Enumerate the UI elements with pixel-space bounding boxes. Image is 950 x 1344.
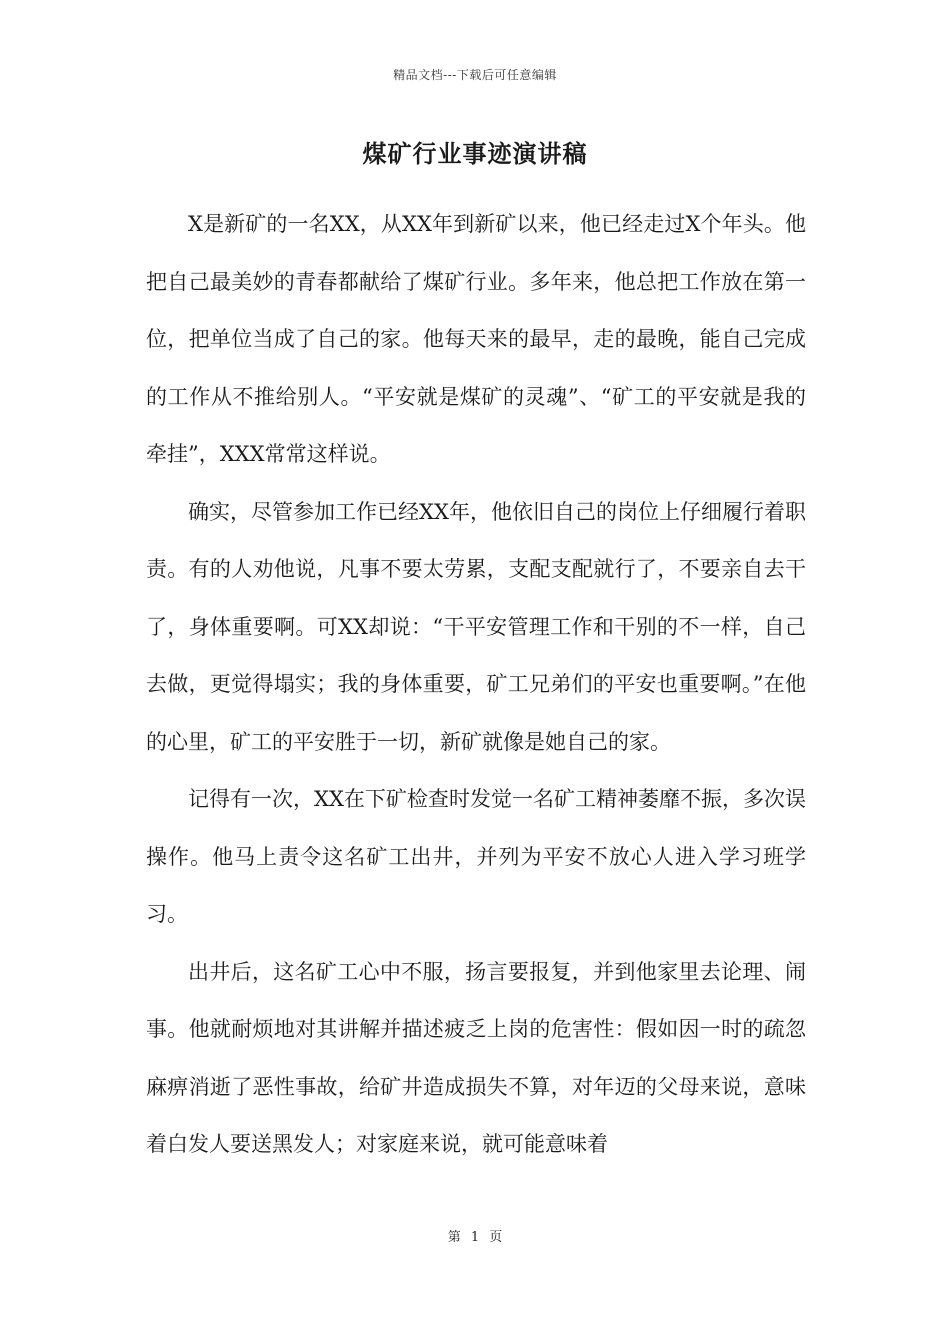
page-footer <box>0 1226 950 1245</box>
header-note: 精品文档---下载后可任意编辑 <box>393 68 557 82</box>
paragraph-2: 确实，尽管参加工作已经XX年，他依旧自己的岗位上仔细履行着职责。有的人劝他说，凡事不要太劳累，支配支配就行了，不要亲自去干了，身体重要啊。可XX却说：“干平安管理工作和干别的不一样，自己去做，更觉得塌实；我的身体重要，矿工兄弟们的平安也重要啊。”在他的心里，矿工的平安胜于一切，新矿就像是她自己的家。 <box>146 499 806 754</box>
page-footer-prefix: 第 <box>447 1230 461 1245</box>
paragraph-3: 记得有一次，XX在下矿检查时发觉一名矿工精神萎靡不振，多次误操作。他马上责令这名矿工出井，并列为平安不放心人进入学习班学习。 <box>146 787 806 926</box>
paragraph-1: X是新矿的一名XX，从XX年到新矿以来，他已经走过X个年头。他把自己最美妙的青春都献给了煤矿行业。多年来，他总把工作放在第一位，把单位当成了自己的家。他每天来的最早，走的最晚，能自己完成的工作从不推给别人。“平安就是煤矿的灵魂”、“矿工的平安就是我的牵挂”，XXX常常这样说。 <box>146 212 806 466</box>
document-body <box>146 196 806 1174</box>
page-number: 1 <box>470 1230 480 1245</box>
document-title: 煤矿行业事迹演讲稿 <box>362 139 588 168</box>
paragraph-4: 出井后，这名矿工心中不服，扬言要报复，并到他家里去论理、闹事。他就耐烦地对其讲解并描述疲乏上岗的危害性：假如因一时的疏忽麻痹消逝了恶性事故，给矿井造成损失不算，对年迈的父母来说，意味着白发人要送黑发人；对家庭来说，就可能意味着 <box>146 959 806 1156</box>
page-footer-suffix: 页 <box>489 1230 503 1245</box>
